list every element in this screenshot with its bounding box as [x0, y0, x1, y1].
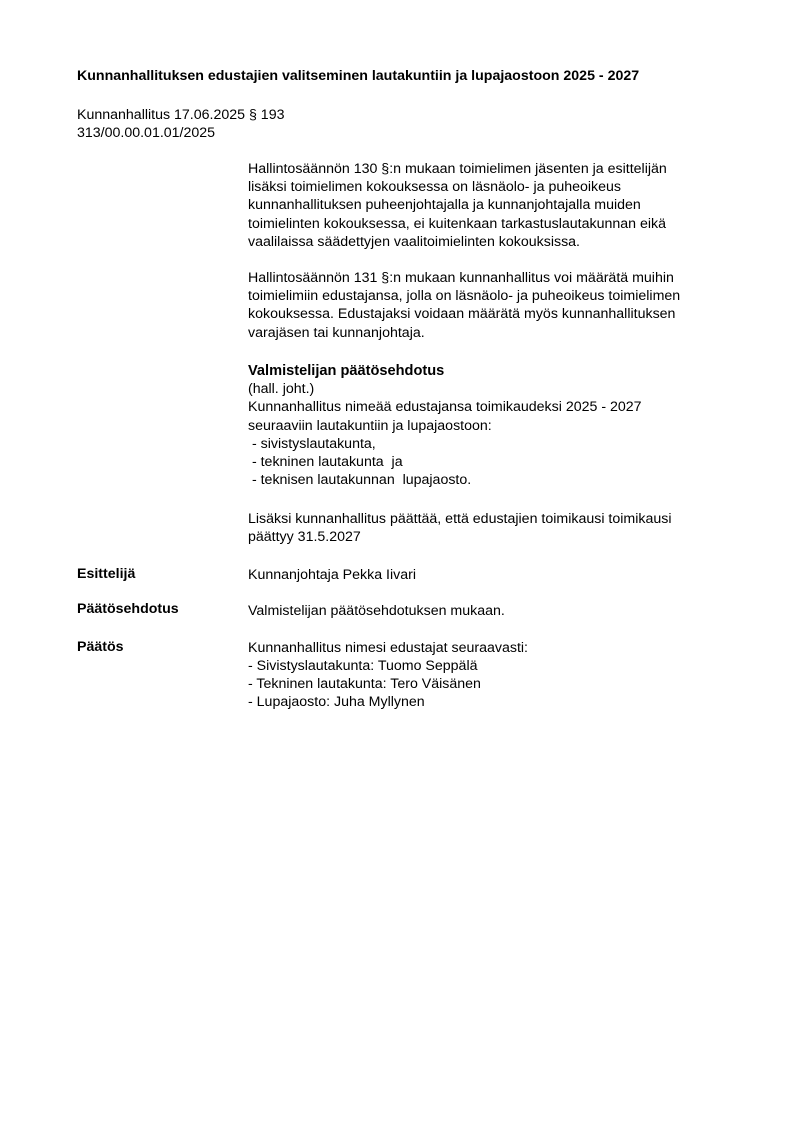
additional-section [248, 510, 748, 546]
paragraph-line: kunnanhallituksen puheenjohtajalla ja kunnanjohtajalla muiden [248, 197, 641, 214]
proposal-line: seuraaviin lautakuntiin ja lupajaostoon: [248, 417, 492, 434]
proposal-list-item: - sivistyslautakunta, [248, 435, 376, 452]
decision-label: Päätös [77, 639, 124, 655]
paragraph-line: kokouksessa. Edustajaksi voidaan määrätä myös kunnanhallituksen [248, 306, 676, 323]
paragraph-line: toimielinten kokouksessa, ei kuitenkaan tarkastuslautakunnan eikä [248, 215, 666, 232]
paragraph-line: varajäsen tai kunnanjohtaja. [248, 324, 425, 341]
decision-section [248, 639, 528, 711]
paragraph-line: Hallintosäännön 130 §:n mukaan toimielimen jäsenten ja esittelijän [248, 161, 667, 177]
proposal-list-item: - tekninen lautakunta ja [248, 454, 403, 471]
proposal-section [248, 362, 748, 489]
proposal-list-item: - teknisen lautakunnan lupajaosto. [248, 472, 472, 489]
proposal-heading: Valmistelijan päätösehdotus [248, 363, 445, 379]
presenter-label: Esittelijä [77, 566, 136, 582]
additional-line: Lisäksi kunnanhallitus päättää, että edustajien toimikausi toimikausi [248, 511, 672, 527]
presenter-value: Kunnanjohtaja Pekka Iivari [248, 567, 416, 583]
paragraph-governance-130 [248, 160, 748, 251]
paragraph-line: toimielimiin edustajansa, jolla on läsnäolo- ja puheoikeus toimielimen [248, 288, 681, 305]
decision-line: - Lupajaosto: Juha Myllynen [248, 694, 425, 710]
proposal-line: Kunnanhallitus nimeää edustajansa toimikaudeksi 2025 - 2027 [248, 399, 642, 416]
document-title: Kunnanhallituksen edustajien valitseminen lautakuntiin ja lupajaostoon 2025 - 2027 [77, 68, 640, 84]
decision-proposal-label: Päätösehdotus [77, 601, 179, 617]
additional-line: päättyy 31.5.2027 [248, 529, 361, 546]
decision-line: - Sivistyslautakunta: Tuomo Seppälä [248, 658, 478, 674]
proposal-line: (hall. joht.) [248, 381, 315, 398]
meeting-line: Kunnanhallitus 17.06.2025 § 193 [77, 107, 285, 123]
meeting-meta [77, 106, 284, 142]
paragraph-line: lisäksi toimielimen kokouksessa on läsnäolo- ja puheoikeus [248, 179, 622, 196]
decision-proposal-value: Valmistelijan päätösehdotuksen mukaan. [248, 603, 505, 619]
paragraph-governance-131 [248, 269, 748, 342]
paragraph-line: Hallintosäännön 131 §:n mukaan kunnanhallitus voi määrätä muihin [248, 270, 674, 286]
record-number: 313/00.00.01.01/2025 [77, 125, 216, 141]
decision-line: - Tekninen lautakunta: Tero Väisänen [248, 676, 481, 692]
decision-line: Kunnanhallitus nimesi edustajat seuraavasti: [248, 640, 528, 656]
paragraph-line: vaalilaissa säädettyjen vaalitoimielinten kokouksissa. [248, 233, 580, 250]
